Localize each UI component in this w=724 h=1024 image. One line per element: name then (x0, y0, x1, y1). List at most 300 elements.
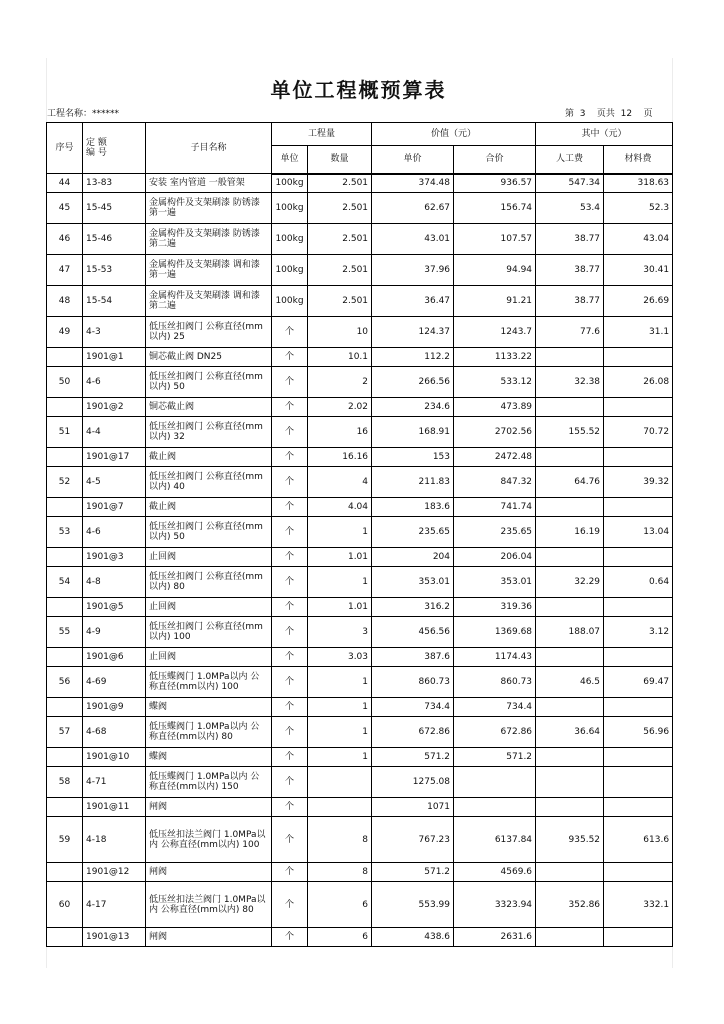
row-seq: 60 (47, 882, 83, 928)
row-unit-price: 1071 (372, 798, 454, 817)
row-material (604, 498, 673, 517)
row-material: 13.04 (604, 517, 673, 548)
row-total: 107.57 (454, 224, 536, 255)
row-total: 2472.48 (454, 448, 536, 467)
row-labor (536, 448, 604, 467)
row-item-name: 低压丝扣阀门 公称直径(mm以内) 80 (146, 567, 272, 598)
col-header-code-top: 定 额 (86, 138, 107, 148)
row-item-name: 低压丝扣阀门 公称直径(mm以内) 100 (146, 617, 272, 648)
row-qty: 2.501 (308, 174, 372, 193)
col-header-unit: 单位 (272, 146, 308, 174)
row-unit-price: 43.01 (372, 224, 454, 255)
row-labor: 547.34 (536, 174, 604, 193)
row-unit: 个 (272, 698, 308, 717)
row-unit-price: 353.01 (372, 567, 454, 598)
row-item-name: 截止阀 (146, 498, 272, 517)
row-qty: 4 (308, 467, 372, 498)
row-unit: 个 (272, 748, 308, 767)
row-total: 860.73 (454, 667, 536, 698)
row-unit-price: 1275.08 (372, 767, 454, 798)
row-unit-price: 316.2 (372, 598, 454, 617)
row-seq (47, 698, 83, 717)
table-row (47, 567, 673, 598)
row-seq (47, 398, 83, 417)
row-qty: 1 (308, 517, 372, 548)
row-labor: 38.77 (536, 224, 604, 255)
row-unit: 个 (272, 567, 308, 598)
row-item-name: 低压丝扣阀门 公称直径(mm以内) 50 (146, 517, 272, 548)
page-title: 单位工程概预算表 (270, 78, 447, 102)
row-total (454, 767, 536, 798)
row-item-name: 金属构件及支架刷漆 调和漆 第一遍 (146, 255, 272, 286)
table-row (47, 798, 673, 817)
row-code: 4-9 (83, 617, 146, 648)
row-labor: 32.38 (536, 367, 604, 398)
row-item-name: 截止阀 (146, 448, 272, 467)
row-material: 31.1 (604, 317, 673, 348)
row-seq (47, 648, 83, 667)
row-total: 1243.7 (454, 317, 536, 348)
row-labor (536, 698, 604, 717)
row-labor (536, 498, 604, 517)
row-code: 1901@11 (83, 798, 146, 817)
row-material (604, 698, 673, 717)
table-row (47, 717, 673, 748)
table-row (47, 193, 673, 224)
row-code: 4-6 (83, 517, 146, 548)
row-seq: 52 (47, 467, 83, 498)
row-seq: 46 (47, 224, 83, 255)
row-unit-price: 571.2 (372, 748, 454, 767)
row-code: 4-3 (83, 317, 146, 348)
table-row (47, 598, 673, 617)
table-row (47, 417, 673, 448)
row-seq: 56 (47, 667, 83, 698)
row-seq: 51 (47, 417, 83, 448)
row-qty (308, 767, 372, 798)
row-code: 1901@12 (83, 863, 146, 882)
row-unit-price: 571.2 (372, 863, 454, 882)
row-item-name: 安装 室内管道 一般管架 (146, 174, 272, 193)
row-total: 206.04 (454, 548, 536, 567)
row-unit-price: 234.6 (372, 398, 454, 417)
table-row (47, 767, 673, 798)
row-unit: 个 (272, 548, 308, 567)
col-header-of-which-group: 其中（元） (536, 123, 673, 146)
row-item-name: 金属构件及支架刷漆 调和漆 第二遍 (146, 286, 272, 317)
table-body (47, 174, 673, 947)
row-item-name: 铜芯截止阀 (146, 398, 272, 417)
row-total: 734.4 (454, 698, 536, 717)
row-unit: 个 (272, 717, 308, 748)
row-material: 3.12 (604, 617, 673, 648)
row-seq: 49 (47, 317, 83, 348)
row-unit: 个 (272, 667, 308, 698)
row-labor (536, 767, 604, 798)
table-row (47, 648, 673, 667)
row-total: 156.74 (454, 193, 536, 224)
row-total: 235.65 (454, 517, 536, 548)
table-row (47, 748, 673, 767)
row-code: 4-8 (83, 567, 146, 598)
row-total: 91.21 (454, 286, 536, 317)
row-material: 26.08 (604, 367, 673, 398)
table-row (47, 348, 673, 367)
row-unit-price: 153 (372, 448, 454, 467)
row-qty: 6 (308, 882, 372, 928)
row-unit-price: 168.91 (372, 417, 454, 448)
row-labor: 64.76 (536, 467, 604, 498)
table-row (47, 517, 673, 548)
table-row (47, 548, 673, 567)
row-code: 1901@2 (83, 398, 146, 417)
row-material: 30.41 (604, 255, 673, 286)
table-row (47, 863, 673, 882)
row-seq (47, 863, 83, 882)
row-total (454, 798, 536, 817)
col-header-item: 子目名称 (146, 123, 272, 174)
row-total: 741.74 (454, 498, 536, 517)
row-unit-price: 438.6 (372, 928, 454, 947)
row-seq: 59 (47, 817, 83, 863)
row-total: 473.89 (454, 398, 536, 417)
row-qty: 10.1 (308, 348, 372, 367)
row-total: 571.2 (454, 748, 536, 767)
row-material (604, 548, 673, 567)
row-unit-price: 456.56 (372, 617, 454, 648)
row-qty (308, 798, 372, 817)
table-row (47, 498, 673, 517)
row-material (604, 648, 673, 667)
row-item-name: 低压丝扣阀门 公称直径(mm以内) 50 (146, 367, 272, 398)
table-row (47, 174, 673, 193)
row-material: 69.47 (604, 667, 673, 698)
row-total: 533.12 (454, 367, 536, 398)
budget-table (46, 122, 673, 947)
row-material (604, 398, 673, 417)
table-row (47, 317, 673, 348)
row-labor: 352.86 (536, 882, 604, 928)
row-qty: 2 (308, 367, 372, 398)
row-material (604, 767, 673, 798)
row-labor (536, 548, 604, 567)
row-total: 353.01 (454, 567, 536, 598)
row-unit: 个 (272, 648, 308, 667)
row-total: 672.86 (454, 717, 536, 748)
row-unit-price: 211.83 (372, 467, 454, 498)
row-labor (536, 348, 604, 367)
row-unit-price: 183.6 (372, 498, 454, 517)
col-header-price-group: 价值（元） (372, 123, 536, 146)
row-labor: 188.07 (536, 617, 604, 648)
row-material: 70.72 (604, 417, 673, 448)
row-material (604, 748, 673, 767)
row-unit: 个 (272, 882, 308, 928)
table-row (47, 286, 673, 317)
row-labor (536, 648, 604, 667)
row-seq (47, 928, 83, 947)
row-total: 94.94 (454, 255, 536, 286)
row-seq: 53 (47, 517, 83, 548)
row-code: 15-53 (83, 255, 146, 286)
row-code: 1901@9 (83, 698, 146, 717)
col-header-labor: 人工费 (536, 146, 604, 174)
table-row (47, 367, 673, 398)
row-code: 1901@6 (83, 648, 146, 667)
row-code: 1901@7 (83, 498, 146, 517)
row-total: 936.57 (454, 174, 536, 193)
row-material (604, 863, 673, 882)
row-material: 318.63 (604, 174, 673, 193)
table-row (47, 398, 673, 417)
row-item-name: 蝶阀 (146, 698, 272, 717)
row-seq: 50 (47, 367, 83, 398)
row-qty: 1 (308, 717, 372, 748)
row-unit-price: 204 (372, 548, 454, 567)
row-unit: 个 (272, 798, 308, 817)
row-code: 4-4 (83, 417, 146, 448)
col-header-code (83, 123, 146, 174)
row-unit: 个 (272, 498, 308, 517)
table-row (47, 448, 673, 467)
row-seq: 58 (47, 767, 83, 798)
row-unit-price: 387.6 (372, 648, 454, 667)
row-labor (536, 398, 604, 417)
row-item-name: 低压丝扣阀门 公称直径(mm以内) 32 (146, 417, 272, 448)
row-item-name: 蝶阀 (146, 748, 272, 767)
row-seq: 47 (47, 255, 83, 286)
table-row (47, 817, 673, 863)
row-qty: 8 (308, 817, 372, 863)
row-item-name: 闸阀 (146, 863, 272, 882)
col-header-unit-price: 单价 (372, 146, 454, 174)
row-labor: 32.29 (536, 567, 604, 598)
row-qty: 1 (308, 748, 372, 767)
row-item-name: 低压丝扣阀门 公称直径(mm以内) 25 (146, 317, 272, 348)
col-header-material: 材料费 (604, 146, 673, 174)
row-unit-price: 266.56 (372, 367, 454, 398)
row-labor (536, 748, 604, 767)
row-unit-price: 734.4 (372, 698, 454, 717)
row-unit-price: 553.99 (372, 882, 454, 928)
row-qty: 16.16 (308, 448, 372, 467)
row-labor: 16.19 (536, 517, 604, 548)
row-unit: 100kg (272, 174, 308, 193)
row-seq: 57 (47, 717, 83, 748)
row-item-name: 止回阀 (146, 648, 272, 667)
row-material: 52.3 (604, 193, 673, 224)
row-seq (47, 598, 83, 617)
row-labor: 155.52 (536, 417, 604, 448)
row-labor (536, 798, 604, 817)
row-code: 15-46 (83, 224, 146, 255)
row-item-name: 低压蝶阀门 1.0MPa以内 公称直径(mm以内) 100 (146, 667, 272, 698)
row-qty: 2.02 (308, 398, 372, 417)
row-code: 15-54 (83, 286, 146, 317)
row-total: 1369.68 (454, 617, 536, 648)
col-header-seq: 序号 (47, 123, 83, 174)
row-unit-price: 62.67 (372, 193, 454, 224)
row-unit-price: 37.96 (372, 255, 454, 286)
row-item-name: 低压蝶阀门 1.0MPa以内 公称直径(mm以内) 150 (146, 767, 272, 798)
row-unit: 100kg (272, 286, 308, 317)
table-row (47, 928, 673, 947)
col-header-code-bottom: 编 号 (86, 148, 107, 158)
row-labor: 38.77 (536, 255, 604, 286)
row-unit: 个 (272, 348, 308, 367)
row-item-name: 低压蝶阀门 1.0MPa以内 公称直径(mm以内) 80 (146, 717, 272, 748)
row-labor: 36.64 (536, 717, 604, 748)
table-row (47, 882, 673, 928)
row-item-name: 金属构件及支架刷漆 防锈漆 第一遍 (146, 193, 272, 224)
row-code: 15-45 (83, 193, 146, 224)
table-row (47, 617, 673, 648)
row-code: 4-5 (83, 467, 146, 498)
col-header-qty: 数量 (308, 146, 372, 174)
row-material: 332.1 (604, 882, 673, 928)
row-unit: 100kg (272, 224, 308, 255)
table-row (47, 255, 673, 286)
row-unit: 个 (272, 467, 308, 498)
row-code: 4-71 (83, 767, 146, 798)
row-item-name: 止回阀 (146, 548, 272, 567)
row-unit: 个 (272, 398, 308, 417)
row-item-name: 铜芯截止阀 DN25 (146, 348, 272, 367)
row-code: 4-17 (83, 882, 146, 928)
row-unit-price: 860.73 (372, 667, 454, 698)
row-labor (536, 928, 604, 947)
row-unit: 个 (272, 863, 308, 882)
row-seq: 44 (47, 174, 83, 193)
row-total: 6137.84 (454, 817, 536, 863)
row-qty: 1.01 (308, 598, 372, 617)
row-code: 4-68 (83, 717, 146, 748)
row-qty: 4.04 (308, 498, 372, 517)
row-code: 4-69 (83, 667, 146, 698)
row-seq (47, 798, 83, 817)
row-material (604, 448, 673, 467)
col-header-quantity-group: 工程量 (272, 123, 372, 146)
row-seq (47, 748, 83, 767)
row-unit-price: 124.37 (372, 317, 454, 348)
table-row (47, 698, 673, 717)
row-total: 2702.56 (454, 417, 536, 448)
row-item-name: 金属构件及支架刷漆 防锈漆 第二遍 (146, 224, 272, 255)
row-qty: 3.03 (308, 648, 372, 667)
row-item-name: 低压丝扣阀门 公称直径(mm以内) 40 (146, 467, 272, 498)
row-labor: 53.4 (536, 193, 604, 224)
row-code: 1901@5 (83, 598, 146, 617)
row-material: 39.32 (604, 467, 673, 498)
row-qty: 1.01 (308, 548, 372, 567)
row-seq (47, 448, 83, 467)
row-unit: 个 (272, 598, 308, 617)
row-item-name: 止回阀 (146, 598, 272, 617)
col-header-total: 合价 (454, 146, 536, 174)
row-item-name: 闸阀 (146, 928, 272, 947)
row-unit: 个 (272, 367, 308, 398)
row-labor (536, 863, 604, 882)
row-labor (536, 598, 604, 617)
row-total: 4569.6 (454, 863, 536, 882)
row-total: 847.32 (454, 467, 536, 498)
row-total: 2631.6 (454, 928, 536, 947)
row-qty: 8 (308, 863, 372, 882)
row-seq (47, 548, 83, 567)
row-labor: 77.6 (536, 317, 604, 348)
row-unit-price: 112.2 (372, 348, 454, 367)
row-unit: 个 (272, 517, 308, 548)
row-material: 26.69 (604, 286, 673, 317)
row-material (604, 598, 673, 617)
row-labor: 38.77 (536, 286, 604, 317)
row-material (604, 928, 673, 947)
row-qty: 16 (308, 417, 372, 448)
row-seq (47, 348, 83, 367)
row-seq: 45 (47, 193, 83, 224)
row-code: 1901@3 (83, 548, 146, 567)
row-unit-price: 374.48 (372, 174, 454, 193)
row-labor: 46.5 (536, 667, 604, 698)
table-row (47, 667, 673, 698)
row-code: 13-83 (83, 174, 146, 193)
page-indicator: 第 3 页共 12 页 (565, 109, 653, 119)
row-total: 1133.22 (454, 348, 536, 367)
row-qty: 1 (308, 698, 372, 717)
row-code: 1901@17 (83, 448, 146, 467)
row-unit: 100kg (272, 255, 308, 286)
row-seq (47, 498, 83, 517)
row-code: 1901@13 (83, 928, 146, 947)
row-material (604, 348, 673, 367)
row-item-name: 低压丝扣法兰阀门 1.0MPa以内 公称直径(mm以内) 80 (146, 882, 272, 928)
row-qty: 3 (308, 617, 372, 648)
row-seq: 55 (47, 617, 83, 648)
row-total: 1174.43 (454, 648, 536, 667)
row-unit: 个 (272, 928, 308, 947)
row-qty: 1 (308, 667, 372, 698)
row-unit: 个 (272, 767, 308, 798)
row-qty: 2.501 (308, 193, 372, 224)
row-unit: 个 (272, 817, 308, 863)
row-qty: 1 (308, 567, 372, 598)
row-unit: 个 (272, 317, 308, 348)
row-qty: 2.501 (308, 286, 372, 317)
row-item-name: 低压丝扣法兰阀门 1.0MPa以内 公称直径(mm以内) 100 (146, 817, 272, 863)
row-total: 3323.94 (454, 882, 536, 928)
row-unit: 100kg (272, 193, 308, 224)
row-total: 319.36 (454, 598, 536, 617)
row-qty: 2.501 (308, 224, 372, 255)
row-material: 613.6 (604, 817, 673, 863)
row-labor: 935.52 (536, 817, 604, 863)
table-row (47, 224, 673, 255)
row-qty: 10 (308, 317, 372, 348)
row-code: 4-18 (83, 817, 146, 863)
row-unit-price: 235.65 (372, 517, 454, 548)
row-unit: 个 (272, 417, 308, 448)
row-seq: 48 (47, 286, 83, 317)
row-seq: 54 (47, 567, 83, 598)
row-unit-price: 36.47 (372, 286, 454, 317)
row-material (604, 798, 673, 817)
table-row (47, 467, 673, 498)
row-unit: 个 (272, 617, 308, 648)
row-qty: 6 (308, 928, 372, 947)
row-code: 4-6 (83, 367, 146, 398)
row-code: 1901@10 (83, 748, 146, 767)
row-unit-price: 767.23 (372, 817, 454, 863)
